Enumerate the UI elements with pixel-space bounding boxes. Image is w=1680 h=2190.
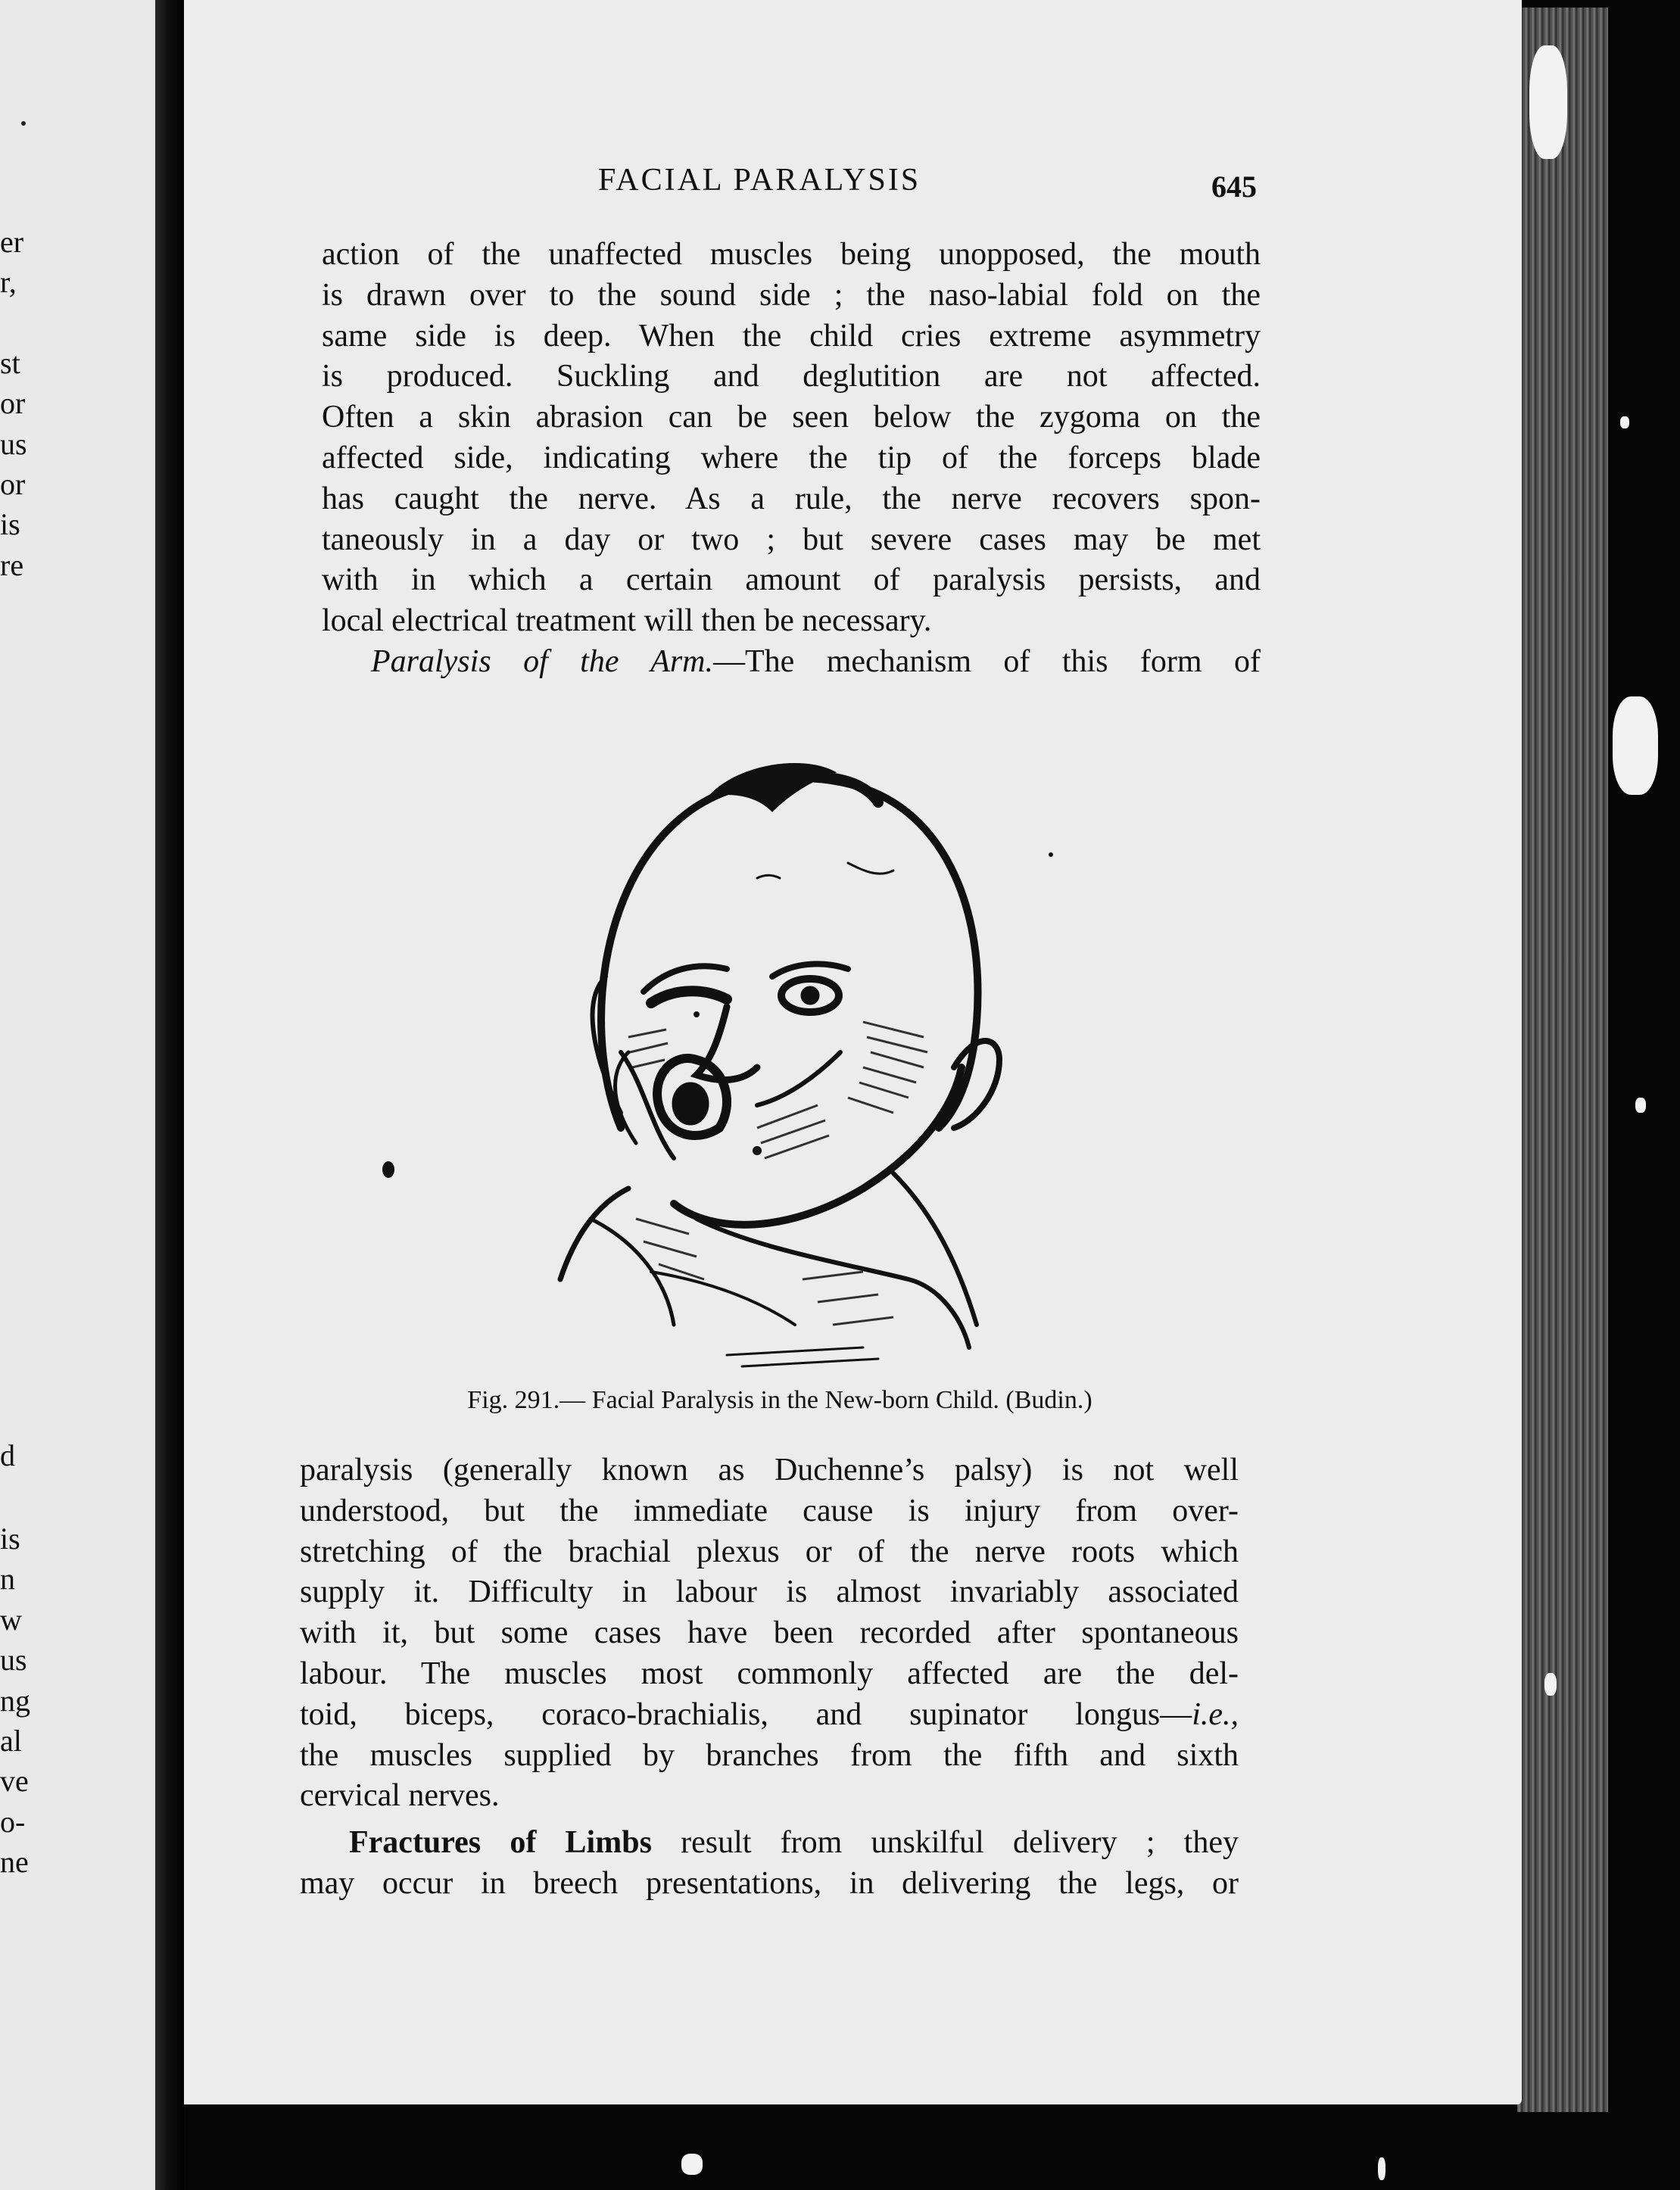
prev-page-fragment: o-: [0, 1805, 26, 1839]
page-number: 645: [1211, 170, 1257, 204]
text-line: local electrical treatment will then be necessary.: [322, 603, 932, 639]
abbreviation-ie: i.e.,: [1192, 1696, 1239, 1732]
caption-label: Fig. 291.—: [467, 1386, 586, 1414]
page-speck: [681, 2154, 703, 2175]
caption-text: Facial Paralysis in the New-born Child.: [591, 1386, 999, 1414]
ink-blot: [382, 1161, 394, 1178]
text-line: taneously in a day or two ; but severe cases may be met: [322, 522, 1261, 557]
text-run: —The mechanism of this form of: [713, 643, 1261, 679]
text-line: paralysis (generally known as Duchenne’s palsy) is not well: [300, 1453, 1239, 1488]
text-line: stretching of the brachial plexus or of the nerve roots which: [300, 1534, 1239, 1569]
text-line: labour. The muscles most commonly affected are the del-: [300, 1656, 1239, 1691]
page-speck: [1378, 2157, 1385, 2180]
section-heading-fractures: Fractures of Limbs: [349, 1825, 652, 1861]
text-line: action of the unaffected muscles being unopposed, the mouth: [322, 237, 1261, 272]
page-speck: [1529, 45, 1567, 159]
text-line: affected side, indicating where the tip of the forceps blade: [322, 440, 1261, 475]
page-speck: [1544, 1673, 1557, 1696]
prev-page-fragment: us: [0, 1643, 27, 1677]
prev-page-fragment: or: [0, 386, 26, 420]
page-speck: [21, 121, 26, 126]
running-head: FACIAL PARALYSIS: [598, 163, 921, 198]
text-line: with it, but some cases have been recorded after spontaneous: [300, 1615, 1239, 1651]
figure-caption: [371, 1379, 1189, 1422]
prev-page-fragment: w: [0, 1603, 22, 1637]
caption-source: (Budin.): [1005, 1386, 1092, 1414]
prev-page-fragment: re: [0, 548, 24, 582]
text-run: toid, biceps, coraco-brachialis, and supinator longus—: [300, 1696, 1192, 1732]
page-speck: [1635, 1098, 1646, 1113]
paragraph-facial-paralysis: [322, 235, 1261, 683]
prev-page-fragment: er: [0, 225, 24, 259]
text-line: same side is deep. When the child cries extreme asymmetry: [322, 318, 1261, 354]
text-line: has caught the nerve. As a rule, the nerve recovers spon-: [322, 481, 1261, 516]
ink-blot: [1049, 852, 1053, 857]
paragraph-duchenne-palsy: [300, 1450, 1239, 1905]
text-line: the muscles supplied by branches from the fifth and sixth: [300, 1737, 1239, 1773]
text-line: is produced. Suckling and deglutition are not affected.: [322, 359, 1261, 394]
infant-face-illustration-icon: [469, 749, 1105, 1378]
book-gutter: [155, 0, 184, 2190]
text-line: cervical nerves.: [300, 1778, 500, 1814]
prev-page-fragment: al: [0, 1724, 22, 1758]
prev-page-fragment: is: [0, 1522, 20, 1556]
prev-page-fragment: n: [0, 1562, 15, 1596]
prev-page-fragment: d: [0, 1438, 15, 1472]
page-speck: [1620, 416, 1629, 428]
text-line: Often a skin abrasion can be seen below the zygoma on the: [322, 400, 1261, 435]
page-block-edge: [1517, 8, 1608, 2112]
text-line: is drawn over to the sound side ; the naso-labial fold on the: [322, 277, 1261, 313]
text-line: may occur in breech presentations, in delivering the legs, or: [300, 1865, 1239, 1901]
prev-page-fragment: us: [0, 427, 27, 461]
text-line: supply it. Difficulty in labour is almost invariably associated: [300, 1575, 1239, 1610]
figure-291: [469, 749, 1105, 1378]
prev-page-fragment: r,: [0, 265, 17, 299]
prev-page-fragment: ne: [0, 1845, 29, 1879]
previous-page: [0, 0, 155, 2190]
text-line: with in which a certain amount of paralysis persists, and: [322, 562, 1261, 598]
prev-page-fragment: or: [0, 467, 26, 501]
text-run: result from unskilful delivery ; they: [651, 1825, 1239, 1861]
fractures-paragraph-start: [300, 1823, 1239, 1864]
prev-page-fragment: ng: [0, 1684, 30, 1718]
section-heading-arm: Paralysis of the Arm.: [371, 643, 713, 679]
prev-page-fragment: is: [0, 507, 20, 541]
page-speck: [1613, 696, 1658, 795]
text-line: [300, 1695, 1239, 1736]
prev-page-fragment: st: [0, 346, 20, 380]
prev-page-fragment: ve: [0, 1764, 29, 1798]
text-line: understood, but the immediate cause is injury from over-: [300, 1493, 1239, 1528]
arm-paragraph-start: [322, 642, 1261, 683]
